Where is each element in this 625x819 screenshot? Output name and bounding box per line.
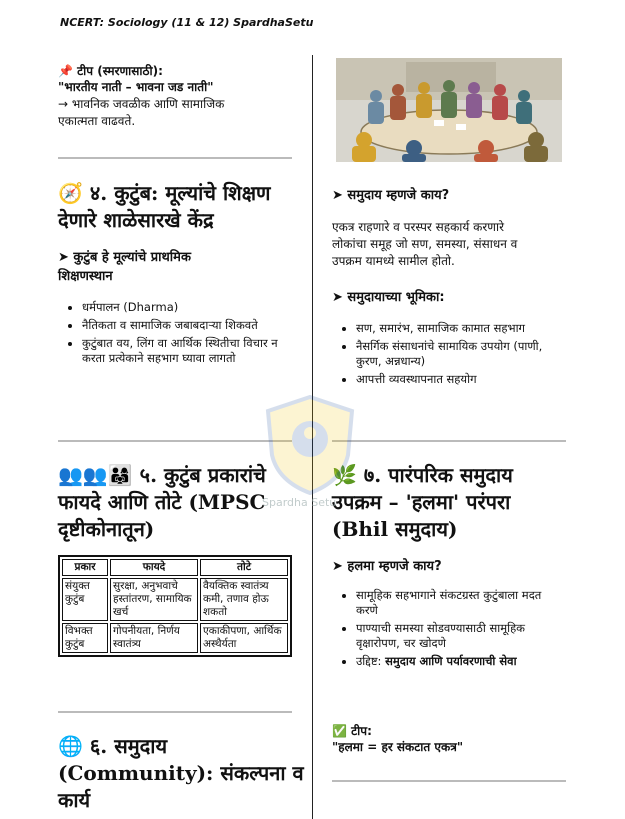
tip-quote: "भारतीय नाती – भावना जड नाती" bbox=[58, 80, 214, 94]
section-heading: उपक्रम – 'हलमा' परंपरा bbox=[332, 490, 511, 514]
section-heading: 👥👥👨‍👩‍👧 ५. कुटुंब प्रकारांचे bbox=[58, 463, 266, 487]
page-header: NCERT: Sociology (11 & 12) SpardhaSetu bbox=[60, 16, 314, 29]
paragraph-line: उपक्रम यामध्ये सामील होतो. bbox=[332, 254, 455, 268]
list-item: • नैतिकता व सामाजिक जबाबदाऱ्या शिकवते bbox=[82, 318, 292, 333]
table-cell: संयुक्त कुटुंब bbox=[62, 578, 108, 621]
table-row bbox=[62, 623, 288, 653]
table-cell: गोपनीयता, निर्णय स्वातंत्र्य bbox=[110, 623, 198, 653]
section-heading: कार्य bbox=[58, 788, 91, 812]
divider bbox=[58, 157, 292, 159]
tip-box-bottom bbox=[332, 722, 572, 756]
section-heading: फायदे आणि तोटे (MPSC bbox=[58, 490, 266, 514]
tip-line: एकात्मता वाढवते. bbox=[58, 114, 136, 128]
table-header-row bbox=[62, 559, 288, 576]
section-heading: 🌿 ७. पारंपरिक समुदाय bbox=[332, 463, 513, 487]
table-cell: एकाकीपणा, आर्थिक अस्थैर्यता bbox=[200, 623, 288, 653]
tip-line: → भावनिक जवळीक आणि सामाजिक bbox=[58, 97, 225, 111]
subheading: ➤ समुदाय म्हणजे काय? bbox=[332, 188, 450, 203]
table-cell: सुरक्षा, अनुभवाचे हस्तांतरण, सामायिक खर्च bbox=[110, 578, 198, 621]
shield-logo-watermark bbox=[262, 395, 358, 495]
paragraph-line: लोकांचा समूह जो सण, समस्या, संसाधन व bbox=[332, 237, 518, 251]
table-cell: विभक्त कुटुंब bbox=[62, 623, 108, 653]
section-heading: देणारे शाळेसारखे केंद्र bbox=[58, 208, 214, 232]
divider bbox=[58, 711, 292, 713]
section-7 bbox=[332, 462, 602, 672]
list-item: • सामूहिक सहभागाने संकटग्रस्त कुटुंबाला मदत करणे bbox=[356, 588, 566, 618]
divider bbox=[58, 440, 292, 442]
bullet-list bbox=[332, 321, 556, 387]
subheading: ➤ कुटुंब हे मूल्यांचे प्राथमिक bbox=[58, 250, 191, 265]
subheading: शिक्षणस्थान bbox=[58, 269, 113, 284]
section-heading: दृष्टीकोनातून) bbox=[58, 517, 155, 541]
list-item: • कुटुंबात वय, लिंग वा आर्थिक स्थितीचा विचार न करता प्रत्येकाने सहभाग घ्यावा लागतो bbox=[82, 336, 292, 366]
list-item: • सण, समारंभ, सामाजिक कामात सहभाग bbox=[356, 321, 556, 336]
table-header: तोटे bbox=[200, 559, 288, 576]
community-what bbox=[332, 186, 572, 390]
community-meeting-illustration bbox=[336, 58, 562, 162]
paragraph-line: एकत्र राहणारे व परस्पर सहकार्य करणारे bbox=[332, 220, 505, 234]
list-item: • पाण्याची समस्या सोडवण्यासाठी सामूहिक वृक्षारोपण, चर खोदणे bbox=[356, 621, 566, 651]
divider bbox=[332, 440, 566, 442]
section-4 bbox=[58, 180, 306, 369]
subheading: ➤ समुदायाच्या भूमिका: bbox=[332, 290, 445, 305]
tip-title: ✅ टीप: bbox=[332, 724, 372, 738]
list-item: • धर्मपालन (Dharma) bbox=[82, 300, 292, 315]
tip-quote: "हलमा = हर संकटात एकत्र" bbox=[332, 740, 464, 754]
list-item: • नैसर्गिक संसाधनांचे सामायिक उपयोग (पाणी, कुरण, अन्नधान्य) bbox=[356, 339, 556, 369]
section-heading: (Bhil समुदाय) bbox=[332, 517, 458, 541]
table-row bbox=[62, 578, 288, 621]
section-heading: 🧭 ४. कुटुंब: मूल्यांचे शिक्षण bbox=[58, 181, 271, 205]
tip-title: 📌 टीप (स्मरणासाठी): bbox=[58, 64, 163, 78]
subheading: ➤ हलमा म्हणजे काय? bbox=[332, 559, 442, 574]
bullet-list bbox=[58, 300, 292, 366]
list-item: • उद्दिष्ट: समुदाय आणि पर्यावरणाची सेवा bbox=[356, 654, 566, 669]
section-6 bbox=[58, 733, 308, 814]
list-item: • आपत्ती व्यवस्थापनात सहयोग bbox=[356, 372, 556, 387]
section-heading: 🌐 ६. समुदाय bbox=[58, 734, 168, 758]
watermark-text: Spardha Setu bbox=[262, 496, 337, 509]
table-header: प्रकार bbox=[62, 559, 108, 576]
family-types-table bbox=[58, 555, 292, 657]
table-header: फायदे bbox=[110, 559, 198, 576]
section-heading: (Community): संकल्पना व bbox=[58, 761, 304, 785]
bullet-list bbox=[332, 588, 566, 669]
divider bbox=[332, 780, 566, 782]
table-cell: वैयक्तिक स्वातंत्र्य कमी, तणाव होऊ शकतो bbox=[200, 578, 288, 621]
tip-box-top bbox=[58, 62, 298, 130]
